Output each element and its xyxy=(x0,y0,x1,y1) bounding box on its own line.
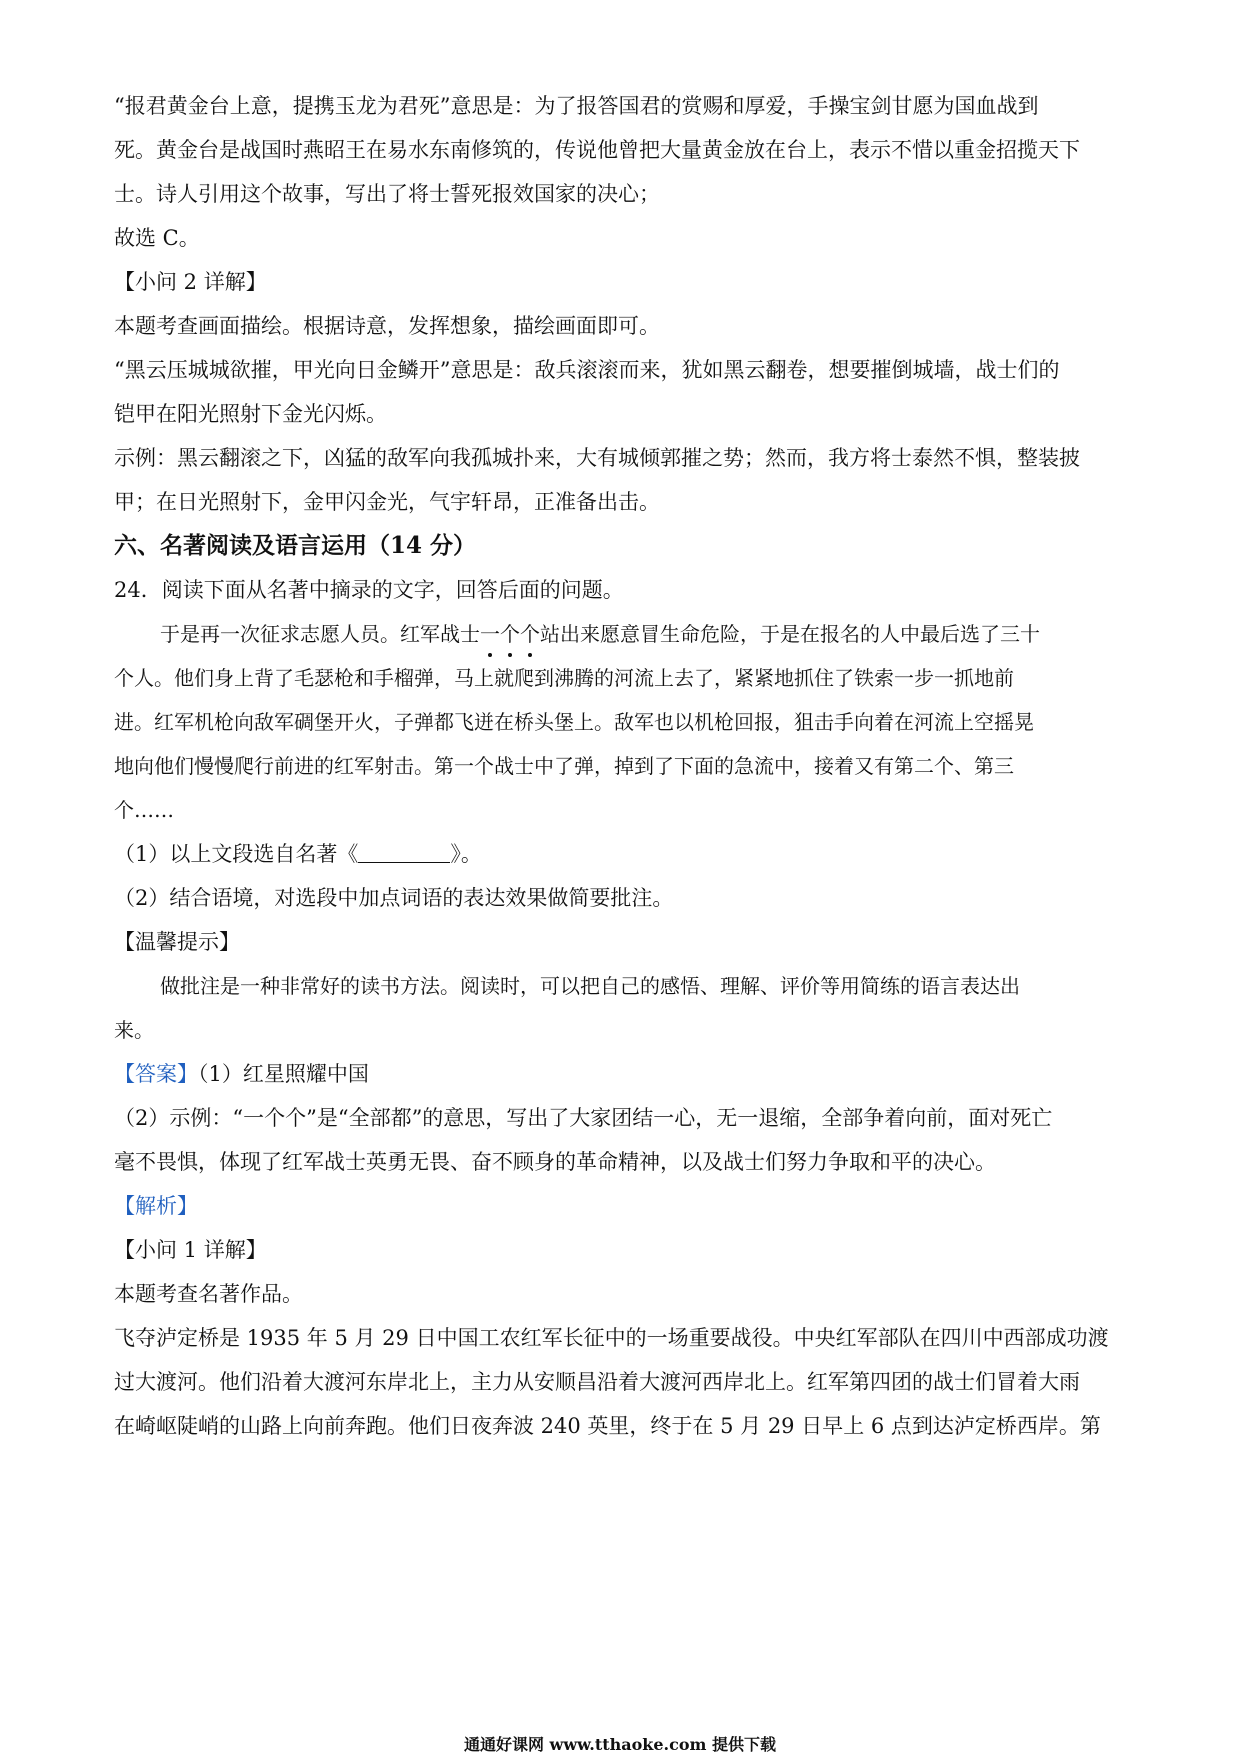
excerpt-line: 个…… xyxy=(114,798,174,822)
tip-label: 【温馨提示】 xyxy=(114,930,240,954)
answer-label: 【答案】 xyxy=(114,1062,198,1086)
excerpt-line: 地向他们慢慢爬行前进的红军射击。第一个战士中了弹，掉到了下面的急流中，接着又有第二个、第三 xyxy=(114,754,1014,778)
text-line: 故选 C。 xyxy=(114,226,200,250)
text-line: 本题考查画面描绘。根据诗意，发挥想象，描绘画面即可。 xyxy=(114,314,660,338)
excerpt-line: 进。红军机枪向敌军碉堡开火，子弹都飞迸在桥头堡上。敌军也以机枪回报，狙击手向着在河流上空摇晃 xyxy=(114,710,1034,734)
tip-line: 来。 xyxy=(114,1018,154,1042)
excerpt-line: 个人。他们身上背了毛瑟枪和手榴弹，马上就爬到沸腾的河流上去了，紧紧地抓住了铁索一步一抓地前 xyxy=(114,666,1014,690)
question-24: 24．阅读下面从名著中摘录的文字，回答后面的问题。 xyxy=(114,578,624,602)
text-line: 铠甲在阳光照射下金光闪烁。 xyxy=(114,402,387,426)
tip-line: 做批注是一种非常好的读书方法。阅读时，可以把自己的感悟、理解、评价等用简练的语言表达出 xyxy=(160,974,1020,998)
answer-line xyxy=(114,1059,1134,1089)
excerpt-text: 站出来愿意冒生命危险，于是在报名的人中最后选了三十 xyxy=(540,622,1040,646)
excerpt-line xyxy=(160,619,1134,649)
analysis-line: 过大渡河。他们沿着大渡河东岸北上，主力从安顺昌沿着大渡河西岸北上。红军第四团的战士们冒着大雨 xyxy=(114,1370,1080,1394)
sub-question-text: 》。 xyxy=(450,842,482,866)
answer-blank[interactable] xyxy=(358,842,450,863)
text-line: “报君黄金台上意，提携玉龙为君死”意思是：为了报答国君的赏赐和厚爱，手操宝剑甘愿为国血战到 xyxy=(114,94,1039,118)
text-line: 死。黄金台是战国时燕昭王在易水东南修筑的，传说他曾把大量黄金放在台上，表示不惜以重金招揽天下 xyxy=(114,138,1080,162)
sub-question-label: 【小问 1 详解】 xyxy=(114,1238,267,1262)
analysis-line: 飞夺泸定桥是 1935 年 5 月 29 日中国工农红军长征中的一场重要战役。中央红军部队在四川中西部成功渡 xyxy=(114,1326,1109,1350)
section-heading: 六、名著阅读及语言运用（14 分） xyxy=(114,532,477,559)
answer-line: （2）示例：“一个个”是“全部都”的意思，写出了大家团结一心，无一退缩，全部争着向前，面对死亡 xyxy=(114,1106,1053,1130)
text-line: 甲；在日光照射下，金甲闪金光，气宇轩昂，正准备出击。 xyxy=(114,490,660,514)
page-footer: 通通好课网 www.tthaoke.com 提供下载 xyxy=(463,1735,777,1754)
emphasis-dots xyxy=(480,653,540,661)
sub-question-1 xyxy=(114,839,1134,869)
analysis-line: 在崎岖陡峭的山路上向前奔跑。他们日夜奔波 240 英里，终于在 5 月 29 日早上 6 点到达泸定桥西岸。第 xyxy=(114,1414,1101,1438)
text-line: 士。诗人引用这个故事，写出了将士誓死报效国家的决心； xyxy=(114,182,660,206)
answer-line: 毫不畏惧，体现了红军战士英勇无畏、奋不顾身的革命精神，以及战士们努力争取和平的决心。 xyxy=(114,1150,996,1174)
analysis-line: 本题考查名著作品。 xyxy=(114,1282,303,1306)
answer-text: （1）红星照耀中国 xyxy=(198,1062,369,1086)
sub-question-label: 【小问 2 详解】 xyxy=(114,270,267,294)
text-line: “黑云压城城欲摧，甲光向日金鳞开”意思是：敌兵滚滚而来，犹如黑云翻卷，想要摧倒城墙，战士们的 xyxy=(114,358,1060,382)
dotted-phrase xyxy=(480,619,540,649)
dotted-phrase-text: 一个个 xyxy=(480,622,540,646)
text-line: 示例：黑云翻滚之下，凶猛的敌军向我孤城扑来，大有城倾郭摧之势；然而，我方将士泰然不惧，整装披 xyxy=(114,446,1080,470)
excerpt-text: 于是再一次征求志愿人员。红军战士 xyxy=(160,622,480,646)
sub-question-text: （1）以上文段选自名著《 xyxy=(114,842,359,866)
sub-question-2: （2）结合语境，对选段中加点词语的表达效果做简要批注。 xyxy=(114,886,674,910)
analysis-label: 【解析】 xyxy=(114,1194,198,1218)
